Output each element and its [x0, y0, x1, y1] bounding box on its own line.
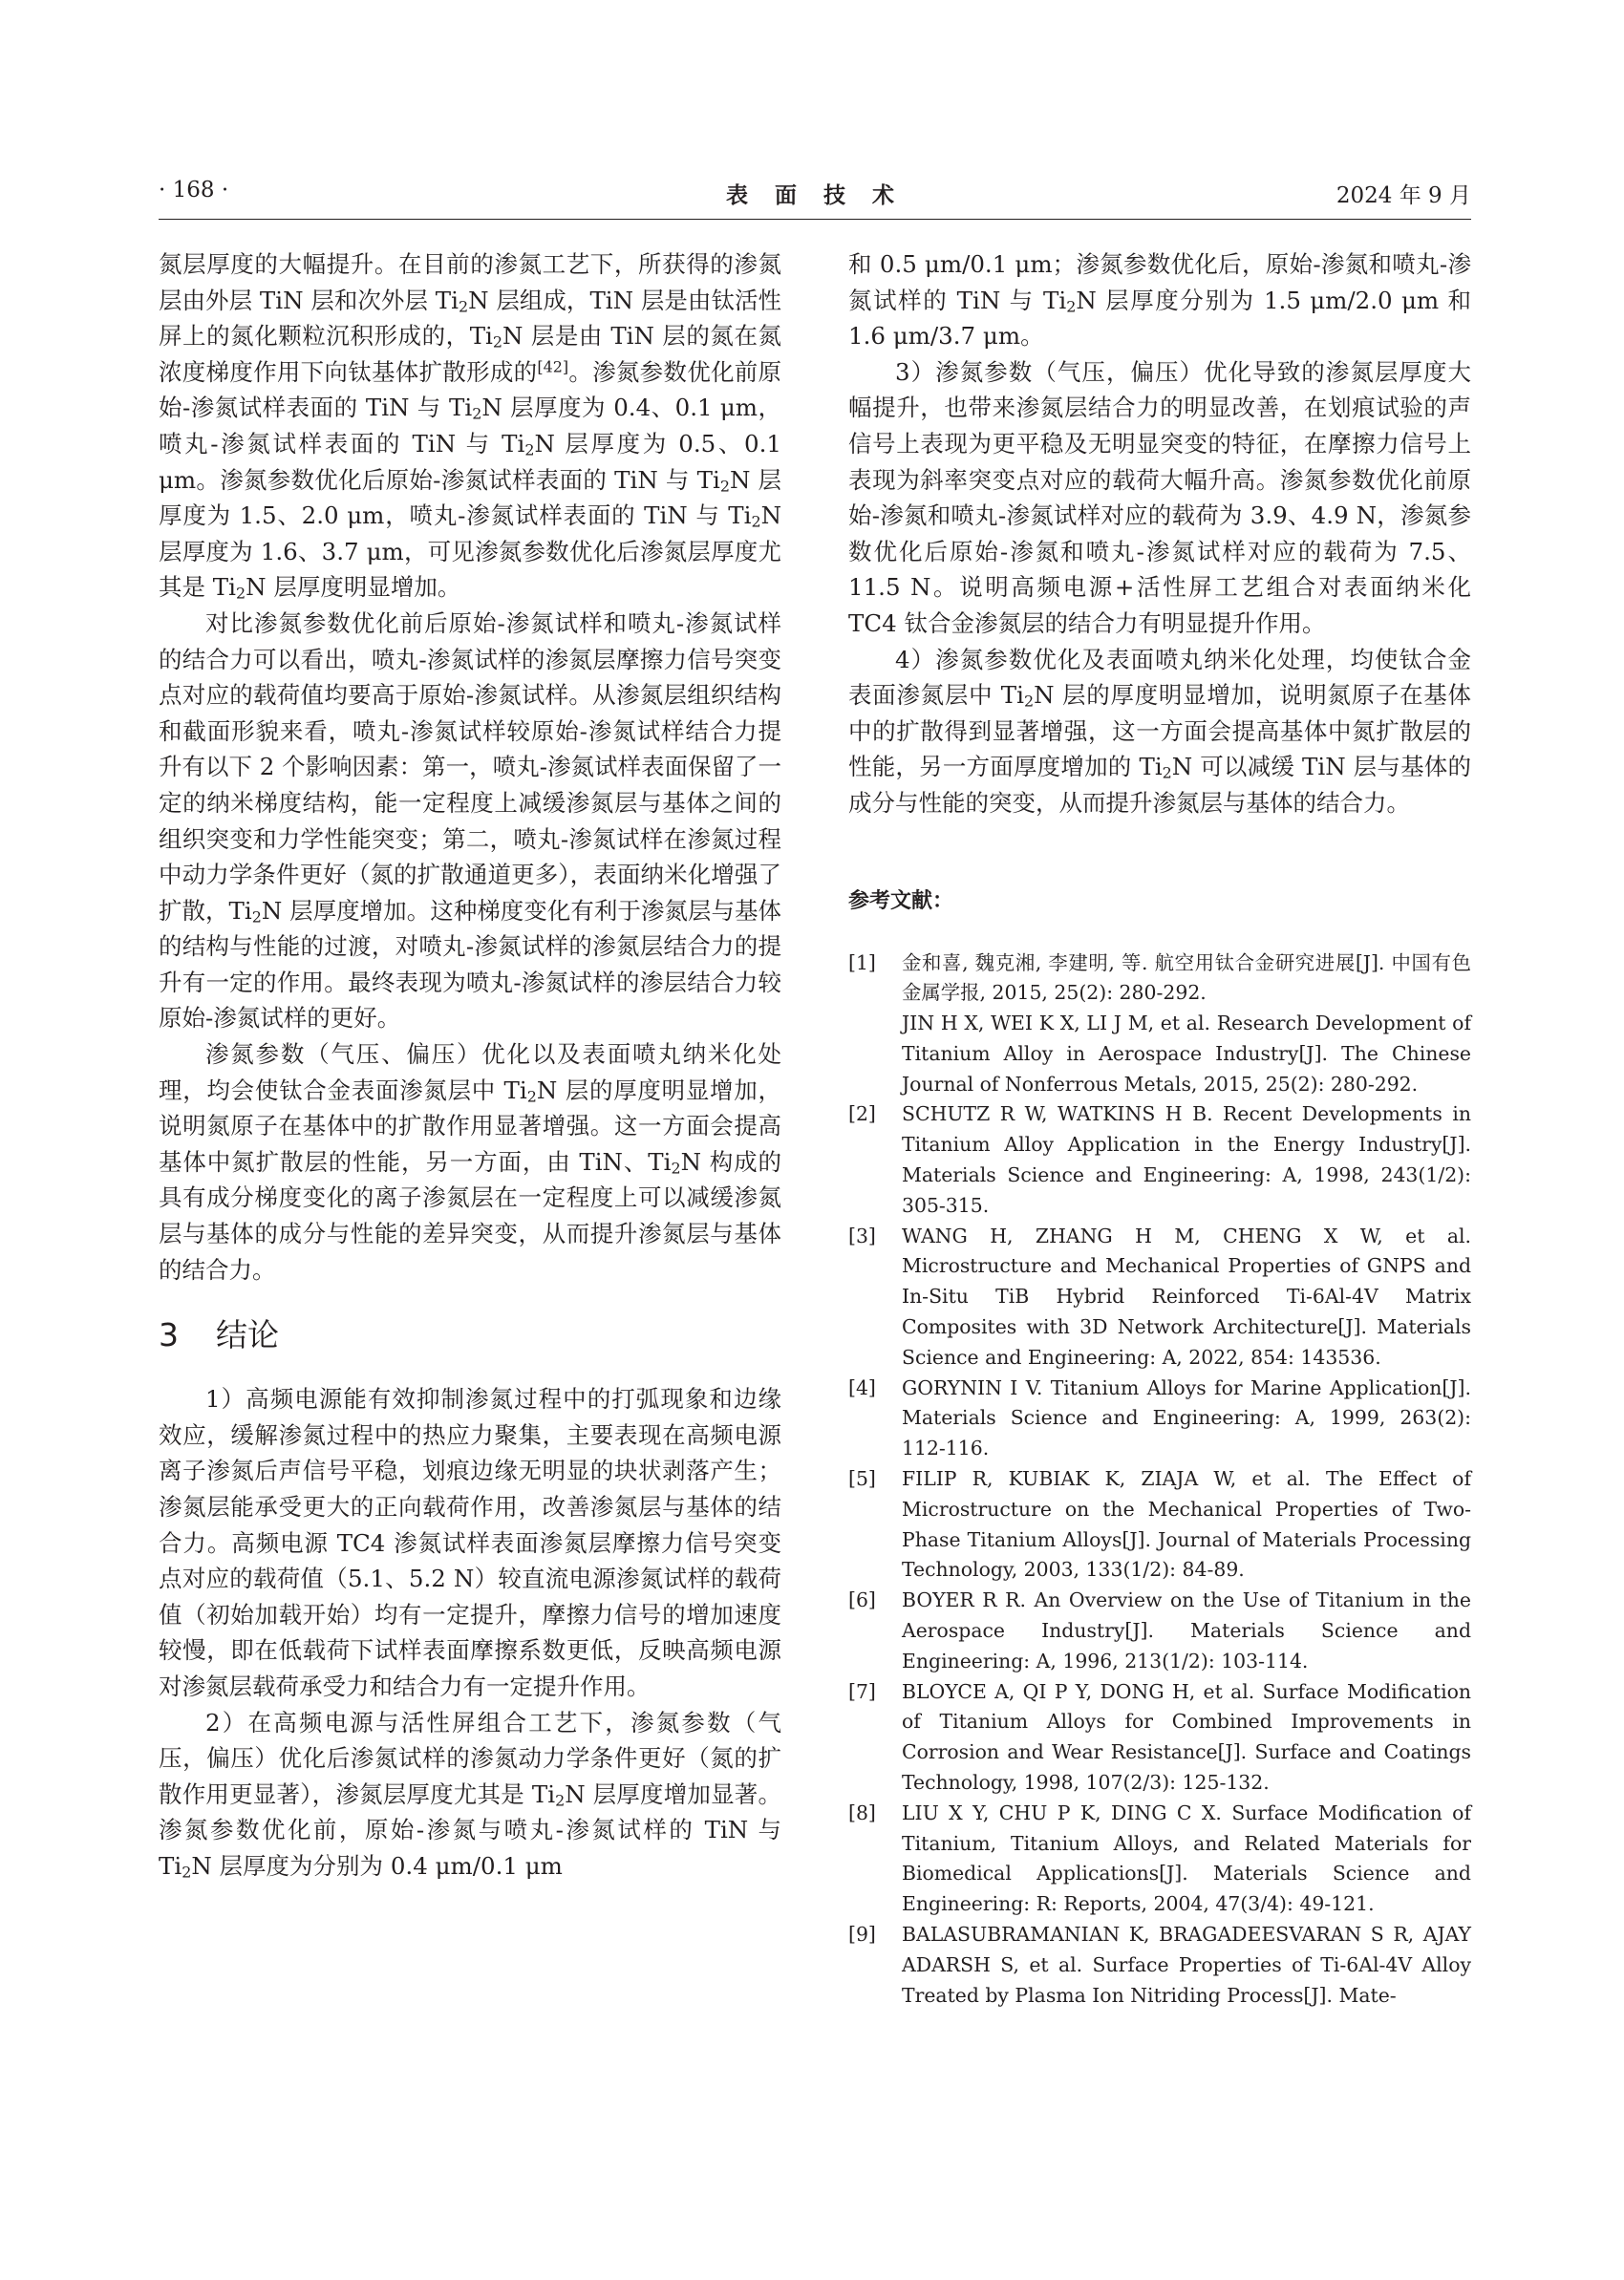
- reference-text: BLOYCE A, QI P Y, DONG H, et al. Surface Modification of Titanium Alloys for Combined Improvements in Corrosion and Wear Resistance[J]. Surface and Coatings Technology, 1998, 107(2/3): 125-132.: [902, 1679, 1471, 1795]
- reference-item: [848, 1374, 1471, 1464]
- conclusion-2: 2）在高频电源与活性屏组合工艺下，渗氮参数（气压，偏压）优化后渗氮试样的渗氮动力学条件更好（氮的扩散作用更显著），渗氮层厚度尤其是 $Ti_2N$ 层厚度增加显著。渗氮参数优化前，原始-渗氮与喷丸-渗氮试样的 TiN 与 $Ti_2N$ 层厚度为分别为 0.4 μm/0.1 μm: [159, 1708, 781, 1882]
- reference-item: [848, 1099, 1471, 1221]
- paragraph-nitride-thickness: 氮层厚度的大幅提升。在目前的渗氮工艺下，所获得的渗氮层由外层 TiN 层和次外层 $Ti_2N$ 层组成，TiN 层是由钛活性屏上的氮化颗粒沉积形成的，$Ti_2N$ 层是由 TiN 层的氮在氮浓度梯度作用下向钛基体扩散形成的[42]。渗氮参数优化前原始-渗氮试样表面的 TiN 与 $Ti_2N$ 层厚度为 0.4、0.1 μm，喷丸-渗氮试样表面的 TiN 与 $Ti_2N$ 层厚度为 0.5、0.1 μm。渗氮参数优化后原始-渗氮试样表面的 TiN 与 $Ti_2N$ 层厚度为 1.5、2.0 μm，喷丸-渗氮试样表面的 TiN 与 $Ti_2N$ 层厚度为 1.6、3.7 μm，可见渗氮参数优化后渗氮层厚度尤其是 $Ti_2N$ 层厚度明显增加。: [159, 250, 782, 603]
- running-header: [159, 178, 1471, 216]
- reference-index: [9]: [848, 1923, 876, 1946]
- reference-item: [848, 948, 1471, 1100]
- reference-index: [7]: [848, 1679, 876, 1703]
- reference-index: [2]: [848, 1102, 876, 1126]
- reference-text: 金和喜, 魏克湘, 李建明, 等. 航空用钛合金研究进展[J]. 中国有色金属学报, 2015, 25(2): 280-292.: [902, 950, 1471, 1005]
- reference-text: GORYNIN I V. Titanium Alloys for Marine Application[J]. Materials Science and Engineering: A, 1999, 263(2): 112-116.: [902, 1375, 1471, 1460]
- reference-list: [848, 948, 1471, 2012]
- issue-date: 2024 年 9 月: [1336, 183, 1471, 208]
- reference-item: [848, 1677, 1471, 1799]
- conclusion-1: 1）高频电源能有效抑制渗氮过程中的打弧现象和边缘效应，缓解渗氮过程中的热应力聚集，主要表现在高频电源离子渗氮后声信号平稳，划痕边缘无明显的块状剥落产生；渗氮层能承受更大的正向载荷作用，改善渗氮层与基体的结合力。高频电源 TC4 渗氮试样表面渗氮层摩擦力信号突变点对应的载荷值（5.1、5.2 N）较直流电源渗氮试样的载荷值（初始加载开始）均有一定提升，摩擦力信号的增加速度较慢，即在低载荷下试样表面摩擦系数更低，反映高频电源对渗氮层载荷承受力和结合力有一定提升作用。: [159, 1385, 781, 1700]
- reference-index: [4]: [848, 1375, 876, 1399]
- reference-index: [3]: [848, 1224, 876, 1247]
- section-number: 3: [159, 1316, 179, 1354]
- page-number: · 168 ·: [159, 178, 229, 202]
- reference-text: BOYER R R. An Overview on the Use of Titanium in the Aerospace Industry[J]. Materials Science and Engineering: A, 1996, 213(1/2): 103-114.: [902, 1588, 1471, 1673]
- reference-text: LIU X Y, CHU P K, DING C X. Surface Modification of Titanium, Titanium Alloys, and Related Materials for Biomedical Applications[J]. Materials Science and Engineering: R: Reports, 2004, 47(3/4): 49-121.: [902, 1801, 1471, 1916]
- left-column: [159, 246, 781, 1885]
- reference-index: [8]: [848, 1801, 876, 1824]
- section-title: 结论: [216, 1316, 279, 1354]
- paragraph-bonding-comparison: 对比渗氮参数优化前后原始-渗氮试样和喷丸-渗氮试样的结合力可以看出，喷丸-渗氮试样的渗氮层摩擦力信号突变点对应的载荷值均要高于原始-渗氮试样。从渗氮层组织结构和截面形貌来看，喷丸-渗氮试样较原始-渗氮试样结合力提升有以下 2 个影响因素：第一，喷丸-渗氮试样表面保留了一定的纳米梯度结构，能一定程度上减缓渗氮层与基体之间的组织突变和力学性能突变；第二，喷丸-渗氮试样在渗氮过程中动力学条件更好（氮的扩散通道更多），表面纳米化增强了扩散，$Ti_2N$ 层厚度增加。这种梯度变化有利于渗氮层与基体的结构与性能的过渡，对喷丸-渗氮试样的渗氮层结合力的提升有一定的作用。最终表现为喷丸-渗氮试样的渗层结合力较原始-渗氮试样的更好。: [159, 608, 781, 1033]
- reference-item: [848, 1920, 1471, 2011]
- reference-index: [6]: [848, 1588, 876, 1612]
- references-heading: 参考文献：: [848, 888, 954, 913]
- conclusion-4: 4）渗氮参数优化及表面喷丸纳米化处理，均使钛合金表面渗氮层中 $Ti_2N$ 层的厚度明显增加，说明氮原子在基体中的扩散得到显著增强，这一方面会提高基体中氮扩散层的性能，另一方面厚度增加的 $Ti_2N$ 可以减缓 TiN 层与基体的成分与性能的突变，从而提升渗氮层与基体的结合力。: [848, 645, 1471, 817]
- reference-index: [1]: [848, 950, 876, 974]
- reference-item: [848, 1464, 1471, 1586]
- right-column: [848, 246, 1471, 2011]
- section-heading-conclusion: [159, 1316, 781, 1354]
- reference-text: FILIP R, KUBIAK K, ZIAJA W, et al. The Effect of Microstructure on the Mechanical Properties of Two-Phase Titanium Alloys[J]. Journal of Materials Processing Technology, 2003, 133(1/2): 84-89.: [902, 1467, 1471, 1582]
- conclusion-3: 3）渗氮参数（气压，偏压）优化导致的渗氮层厚度大幅提升，也带来渗氮层结合力的明显改善，在划痕试验的声信号上表现为更平稳及无明显突变的特征，在摩擦力信号上表现为斜率突变点对应的载荷大幅升高。渗氮参数优化前原始-渗氮和喷丸-渗氮试样对应的载荷为 3.9、4.9 N，渗氮参数优化后原始-渗氮和喷丸-渗氮试样对应的载荷为 7.5、11.5 N。说明高频电源+活性屏工艺组合对表面纳米化 TC4 钛合金渗氮层的结合力有明显提升作用。: [848, 357, 1471, 637]
- paragraph-parameter-optimization: 渗氮参数（气压、偏压）优化以及表面喷丸纳米化处理，均会使钛合金表面渗氮层中 $Ti_2N$ 层的厚度明显增加，说明氮原子在基体中的扩散作用显著增强。这一方面会提高基体中氮扩散层的性能，另一方面，由 TiN、$Ti_2N$ 构成的具有成分梯度变化的离子渗氮层在一定程度上可以减缓渗氮层与基体的成分与性能的差异突变，从而提升渗氮层与基体的结合力。: [159, 1040, 782, 1284]
- reference-item: [848, 1799, 1471, 1920]
- reference-index: [5]: [848, 1467, 876, 1491]
- reference-text: SCHUTZ R W, WATKINS H B. Recent Developments in Titanium Alloy Application in the Energy Industry[J]. Materials Science and Engineering: A, 1998, 243(1/2): 305-315.: [902, 1102, 1471, 1217]
- citation: [42]: [537, 357, 569, 376]
- reference-item: [848, 1222, 1471, 1374]
- journal-title: 表 面 技 术: [725, 182, 905, 208]
- reference-text: BALASUBRAMANIAN K, BRAGADEESVARAN S R, AJAY ADARSH S, et al. Surface Properties of Ti-6Al-4V Alloy Treated by Plasma Ion Nitriding Process[J]. Mate-: [902, 1923, 1471, 2007]
- header-rule: [159, 219, 1471, 220]
- reference-item: [848, 1586, 1471, 1676]
- reference-text: JIN H X, WEI K X, LI J M, et al. Research Development of Titanium Alloy in Aerospace Industry[J]. The Chinese Journal of Nonferrous Metals, 2015, 25(2): 280-292.: [902, 1012, 1471, 1096]
- conclusion-2-continued: 和 0.5 μm/0.1 μm；渗氮参数优化后，原始-渗氮和喷丸-渗氮试样的 TiN 与 $Ti_2N$ 层厚度分别为 1.5 μm/2.0 μm 和 1.6 μm/3.7 μm。: [848, 250, 1472, 351]
- reference-text: WANG H, ZHANG H M, CHENG X W, et al. Microstructure and Mechanical Properties of GNPS and In-Situ TiB Hybrid Reinforced Ti-6Al-4V Matrix Composites with 3D Network Architecture[J]. Materials Science and Engineering: A, 2022, 854: 143536.: [902, 1224, 1471, 1369]
